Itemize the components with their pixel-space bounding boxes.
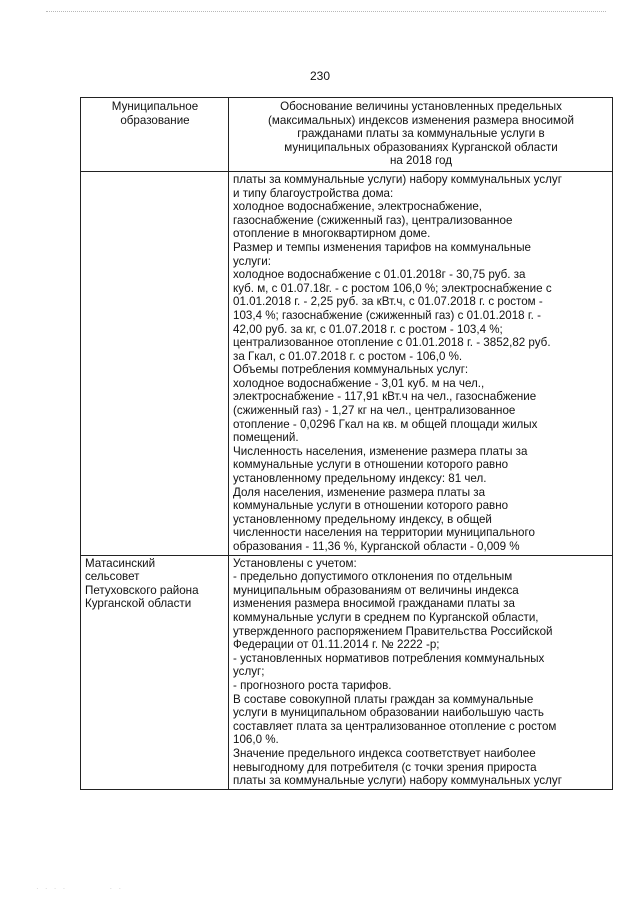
header-line: (максимальных) индексов изменения размера вносимой — [268, 113, 574, 127]
header-justification — [229, 98, 613, 172]
text-line: холодное водоснабжение с 01.01.2018г - 30,75 руб. за — [233, 268, 526, 282]
text-line: муниципальным образованиям от величины индекса — [233, 583, 519, 597]
scan-noise-marks: · · · · · · — [36, 884, 124, 893]
municipality-line: Петуховского района — [85, 583, 199, 597]
text-line: Значение предельного индекса соответствует наиболее — [233, 746, 536, 760]
text-line: Доля населения, изменение размера платы за — [233, 485, 486, 499]
justification-cell — [229, 171, 613, 555]
text-line: за Гкал, с 01.07.2018 г. с ростом - 106,0 %. — [233, 349, 463, 363]
text-line: В составе совокупной платы граждан за коммунальные — [233, 692, 534, 706]
text-line: холодное водоснабжение, электроснабжение, — [233, 200, 482, 214]
municipality-cell — [81, 171, 229, 555]
text-line: платы за коммунальные услуги) набору коммунальных услуг — [233, 774, 562, 788]
text-line: Численность населения, изменение размера платы за — [233, 444, 528, 458]
municipality-line: сельсовет — [85, 570, 140, 584]
table-row — [81, 555, 613, 789]
municipality-cell — [81, 555, 229, 789]
text-line: 42,00 руб. за кг, с 01.07.2018 г. с ростом - 103,4 %; — [233, 322, 503, 336]
text-line: коммунальные услуги в отношении которого равно — [233, 458, 509, 472]
text-line: Федерации от 01.11.2014 г. № 2222 -р; — [233, 638, 440, 652]
header-line: на 2018 год — [389, 154, 453, 168]
text-line: утвержденного распоряжением Правительства Российской — [233, 624, 553, 638]
text-line: холодное водоснабжение - 3,01 куб. м на чел., — [233, 376, 485, 390]
text-line: 106,0 %. — [233, 733, 279, 747]
text-line: установленному предельному индексу: 81 чел. — [233, 472, 487, 486]
text-line: услуги: — [233, 254, 271, 268]
municipality-line: Курганской области — [85, 597, 192, 611]
header-line: Обоснование величины установленных предельных — [280, 100, 562, 113]
text-line: куб. м, с 01.07.18г. - с ростом 106,0 %; электроснабжение с — [233, 281, 552, 295]
justification-cell — [229, 555, 613, 789]
text-line: централизованное отопление с 01.01.2018 г. - 3852,82 руб. — [233, 336, 551, 350]
text-line: составляет плата за централизованное отопление с ростом — [233, 719, 557, 733]
text-line: Объемы потребления коммунальных услуг: — [233, 363, 469, 377]
text-line: электроснабжение - 117,91 кВт.ч на чел., газоснабжение — [233, 390, 537, 404]
municipality-line: Матасинский — [85, 556, 156, 570]
text-line: Установлены с учетом: — [233, 556, 357, 570]
text-line: образования - 11,36 %, Курганской области - 0,009 % — [233, 540, 520, 553]
header-line: гражданами платы за коммунальные услуги в — [297, 127, 545, 141]
text-line: газоснабжение (сжиженный газ), централизованное — [233, 213, 513, 227]
table-header-row — [81, 98, 613, 172]
text-line: услуг; — [233, 665, 265, 679]
header-line: муниципальных образованиях Курганской области — [284, 140, 558, 154]
text-line: отопление - 0,0296 Гкал на кв. м общей площади жилых — [233, 417, 538, 431]
text-line: Размер и темпы изменения тарифов на коммунальные — [233, 240, 531, 254]
text-line: - предельно допустимого отклонения по отдельным — [233, 570, 513, 584]
table-row — [81, 171, 613, 555]
text-line: невыгодному для потребителя (с точки зрения прироста — [233, 760, 537, 774]
tariff-justification-table — [80, 97, 613, 790]
text-line: изменения размера вносимой гражданами платы за — [233, 597, 515, 611]
text-line: установленному предельному индексу, в общей — [233, 512, 492, 526]
header-municipality — [81, 98, 229, 172]
header-line: Муниципальное — [111, 100, 199, 113]
text-line: и типу благоустройства дома: — [233, 186, 394, 200]
text-line: платы за коммунальные услуги) набору коммунальных услуг — [233, 172, 562, 186]
text-line: услуги в муниципальном образовании наибольшую часть — [233, 706, 544, 720]
text-line: отопление в многоквартирном доме. — [233, 227, 431, 241]
text-line: (сжиженный газ) - 1,27 кг на чел., централизованное — [233, 404, 516, 418]
text-line: 103,4 %; газоснабжение (сжиженный газ) с 01.01.2018 г. - — [233, 308, 541, 322]
header-line: образование — [120, 113, 190, 127]
text-line: численности населения на территории муниципального — [233, 526, 535, 540]
text-line: коммунальные услуги в отношении которого равно — [233, 499, 509, 513]
page-number: 230 — [309, 69, 331, 83]
text-line: коммунальные услуги в среднем по Курганской области, — [233, 610, 539, 624]
text-line: - установленных нормативов потребления коммунальных — [233, 651, 545, 665]
text-line: 01.01.2018 г. - 2,25 руб. за кВт.ч, с 01.07.2018 г. с ростом - — [233, 295, 543, 309]
text-line: помещений. — [233, 431, 299, 445]
scan-top-border — [46, 11, 606, 12]
text-line: - прогнозного роста тарифов. — [233, 678, 392, 692]
